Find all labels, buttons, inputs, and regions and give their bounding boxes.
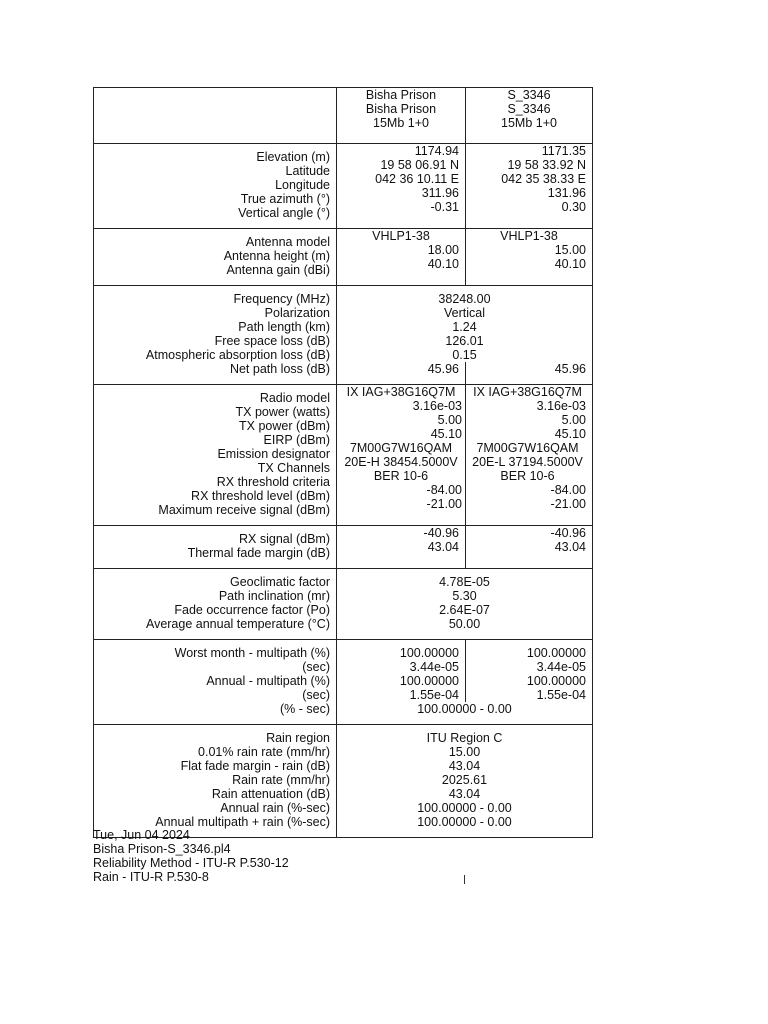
value-thermal-fade-margin-b: 43.04 (554, 540, 586, 554)
antenna-section (94, 228, 592, 285)
value-max-receive-signal-a: -21.00 (426, 497, 462, 511)
value-tx-power-watts-a: 3.16e-03 (412, 399, 462, 413)
value-rain-attenuation: 43.04 (448, 787, 481, 801)
value-azimuth-b: 131.96 (547, 186, 586, 200)
value-longitude-b: 042 35 38.33 E (501, 172, 586, 186)
label-net-path-loss: Net path loss (dB) (229, 362, 330, 376)
page-mark (464, 875, 465, 884)
label-max-receive-signal: Maximum receive signal (dBm) (158, 503, 330, 517)
value-latitude-b: 19 58 33.92 N (507, 158, 586, 172)
label-antenna-model: Antenna model (245, 235, 330, 249)
site-b-config: 15Mb 1+0 (501, 116, 557, 130)
value-thermal-fade-margin-a: 43.04 (427, 540, 459, 554)
label-frequency: Frequency (MHz) (233, 292, 330, 306)
label-rx-threshold-level: RX threshold level (dBm) (191, 489, 330, 503)
value-rx-signal-b: -40.96 (550, 526, 586, 540)
value-max-receive-signal-b: -21.00 (550, 497, 586, 511)
multipath-split (337, 646, 592, 702)
label-atmospheric-loss: Atmospheric absorption loss (dB) (145, 348, 330, 362)
value-worst-month-sec-a: 3.44e-05 (409, 660, 459, 674)
value-worst-month-b: 100.00000 (526, 646, 586, 660)
label-rx-threshold-criteria: RX threshold criteria (216, 475, 330, 489)
site-a-header (337, 88, 466, 143)
value-vertical-angle-b: 0.30 (561, 200, 586, 214)
value-emission-designator-a: 7M00G7W16QAM (349, 441, 453, 455)
site-b-header (466, 88, 592, 143)
label-latitude: Latitude (285, 164, 330, 178)
value-tx-power-dbm-a: 5.00 (437, 413, 462, 427)
label-rain-attenuation: Rain attenuation (dB) (211, 787, 330, 801)
value-latitude-a: 19 58 06.91 N (380, 158, 459, 172)
radio-labels (94, 385, 337, 525)
multipath-values (337, 640, 592, 724)
radio-site-a (337, 385, 466, 525)
value-free-space-loss: 126.01 (445, 334, 484, 348)
value-worst-month-sec-b: 3.44e-05 (536, 660, 586, 674)
radio-section (94, 384, 592, 525)
value-flat-fade-margin-rain: 43.04 (448, 759, 481, 773)
value-average-annual-temperature: 50.00 (448, 617, 481, 631)
geo-labels (94, 144, 337, 228)
label-tx-channels: TX Channels (257, 461, 330, 475)
geo-site-b (466, 144, 592, 228)
footer-filename: Bisha Prison-S_3346.pl4 (93, 842, 231, 856)
label-true-azimuth: True azimuth (°) (240, 192, 330, 206)
label-worst-month-sec: (sec) (302, 660, 330, 674)
label-free-space-loss: Free space loss (dB) (214, 334, 330, 348)
antenna-site-a (337, 229, 466, 285)
value-antenna-gain-a: 40.10 (427, 257, 459, 271)
value-fade-occurrence-factor: 2.64E-07 (439, 603, 490, 617)
label-vertical-angle: Vertical angle (°) (238, 206, 330, 220)
label-eirp: EIRP (dBm) (263, 433, 330, 447)
label-tx-power-watts: TX power (watts) (235, 405, 330, 419)
label-rain-region: Rain region (266, 731, 330, 745)
rx-site-b (466, 526, 592, 568)
net-path-loss-row (337, 362, 592, 376)
rx-section (94, 525, 592, 568)
value-polarization: Vertical (444, 306, 485, 320)
rain-values (337, 725, 592, 837)
value-elevation-b: 1171.35 (541, 144, 586, 158)
value-net-path-loss-a: 45.96 (337, 362, 466, 384)
site-b-name-2: S_3346 (507, 102, 551, 116)
footer-reliability-method: Reliability Method - ITU-R P.530-12 (93, 856, 289, 870)
value-radio-model-b: IX IAG+38G16Q7M (473, 385, 582, 399)
label-path-length: Path length (km) (238, 320, 330, 334)
value-geoclimatic-factor: 4.78E-05 (439, 575, 490, 589)
label-rain-rate: Rain rate (mm/hr) (232, 773, 330, 787)
value-path-length: 1.24 (452, 320, 477, 334)
path-labels (94, 286, 337, 384)
label-worst-month-multipath: Worst month - multipath (%) (174, 646, 330, 660)
geo-section (94, 143, 592, 228)
value-tx-power-dbm-b: 5.00 (561, 413, 586, 427)
value-annual-a: 100.00000 (399, 674, 459, 688)
label-emission-designator: Emission designator (217, 447, 330, 461)
label-antenna-height: Antenna height (m) (223, 249, 330, 263)
label-flat-fade-margin-rain: Flat fade margin - rain (dB) (180, 759, 330, 773)
value-eirp-b: 45.10 (554, 427, 586, 441)
label-longitude: Longitude (275, 178, 330, 192)
value-path-inclination: 5.30 (452, 589, 477, 603)
label-polarization: Polarization (264, 306, 330, 320)
value-rx-threshold-criteria-b: BER 10-6 (500, 469, 555, 483)
value-rx-signal-a: -40.96 (423, 526, 459, 540)
footer-rain-method: Rain - ITU-R P.530-8 (93, 870, 209, 884)
value-rx-threshold-level-a: -84.00 (426, 483, 462, 497)
value-multipath-total: 100.00000 - 0.00 (417, 702, 512, 716)
value-vertical-angle-a: -0.31 (430, 200, 459, 214)
antenna-site-b (466, 229, 592, 285)
site-a-name: Bisha Prison (365, 88, 437, 102)
multipath-site-b (466, 646, 592, 702)
value-tx-power-watts-b: 3.16e-03 (536, 399, 586, 413)
rx-site-a (337, 526, 466, 568)
label-rain-rate-001: 0.01% rain rate (mm/hr) (198, 745, 330, 759)
rain-labels (94, 725, 337, 837)
geo-site-a (337, 144, 466, 228)
label-percent-sec: (% - sec) (280, 702, 330, 716)
label-average-annual-temperature: Average annual temperature (°C) (145, 617, 330, 631)
label-tx-power-dbm: TX power (dBm) (239, 419, 330, 433)
label-annual-rain: Annual rain (%-sec) (220, 801, 330, 815)
multipath-section (94, 639, 592, 724)
value-antenna-height-b: 15.00 (554, 243, 586, 257)
label-annual-multipath: Annual - multipath (%) (206, 674, 330, 688)
label-thermal-fade-margin: Thermal fade margin (dB) (187, 546, 330, 560)
label-path-inclination: Path inclination (mr) (218, 589, 330, 603)
radio-site-b (466, 385, 592, 525)
label-elevation: Elevation (m) (256, 150, 330, 164)
climate-labels (94, 569, 337, 639)
rain-section (94, 724, 592, 837)
site-a-config: 15Mb 1+0 (373, 116, 429, 130)
multipath-site-a (337, 640, 466, 702)
value-rx-threshold-level-b: -84.00 (550, 483, 586, 497)
multipath-labels (94, 640, 337, 724)
value-antenna-gain-b: 40.10 (554, 257, 586, 271)
path-section (94, 285, 592, 384)
header-label-column (94, 88, 337, 143)
value-atmospheric-loss: 0.15 (452, 348, 477, 362)
antenna-labels (94, 229, 337, 285)
link-budget-report (93, 87, 593, 838)
value-annual-sec-b: 1.55e-04 (536, 688, 586, 702)
rx-labels (94, 526, 337, 568)
value-eirp-a: 45.10 (430, 427, 462, 441)
value-annual-sec-a: 1.55e-04 (409, 688, 459, 702)
label-fade-occurrence-factor: Fade occurrence factor (Po) (174, 603, 330, 617)
label-annual-sec: (sec) (302, 688, 330, 702)
label-rx-signal: RX signal (dBm) (239, 532, 330, 546)
value-rain-region: ITU Region C (426, 731, 503, 745)
site-a-name-2: Bisha Prison (365, 102, 437, 116)
value-annual-b: 100.00000 (526, 674, 586, 688)
value-annual-multipath-rain: 100.00000 - 0.00 (417, 815, 512, 829)
value-azimuth-a: 311.96 (421, 186, 459, 200)
label-radio-model: Radio model (259, 391, 330, 405)
value-rain-rate-001: 15.00 (448, 745, 481, 759)
value-tx-channels-b: 20E-L 37194.5000V (472, 455, 583, 469)
value-antenna-height-a: 18.00 (427, 243, 459, 257)
label-geoclimatic-factor: Geoclimatic factor (229, 575, 330, 589)
value-antenna-model-b: VHLP1-38 (500, 229, 558, 243)
value-rx-threshold-criteria-a: BER 10-6 (373, 469, 429, 483)
path-values (337, 286, 592, 384)
value-frequency: 38248.00 (438, 292, 491, 306)
value-radio-model-a: IX IAG+38G16Q7M (346, 385, 456, 399)
header-section (94, 88, 592, 143)
climate-values (337, 569, 592, 639)
value-emission-designator-b: 7M00G7W16QAM (476, 441, 579, 455)
label-annual-multipath-rain: Annual multipath + rain (%-sec) (155, 815, 330, 829)
value-worst-month-a: 100.00000 (399, 646, 459, 660)
value-rain-rate: 2025.61 (441, 773, 488, 787)
climate-section (94, 568, 592, 639)
value-antenna-model-a: VHLP1-38 (372, 229, 430, 243)
footer-date: Tue, Jun 04 2024 (93, 828, 190, 842)
value-annual-rain: 100.00000 - 0.00 (417, 801, 512, 815)
value-net-path-loss-b: 45.96 (554, 362, 586, 376)
site-b-name: S_3346 (507, 88, 551, 102)
report-footer (93, 828, 289, 884)
value-tx-channels-a: 20E-H 38454.5000V (344, 455, 458, 469)
label-antenna-gain: Antenna gain (dBi) (226, 263, 330, 277)
value-elevation-a: 1174.94 (414, 144, 459, 158)
value-longitude-a: 042 36 10.11 E (375, 172, 459, 186)
